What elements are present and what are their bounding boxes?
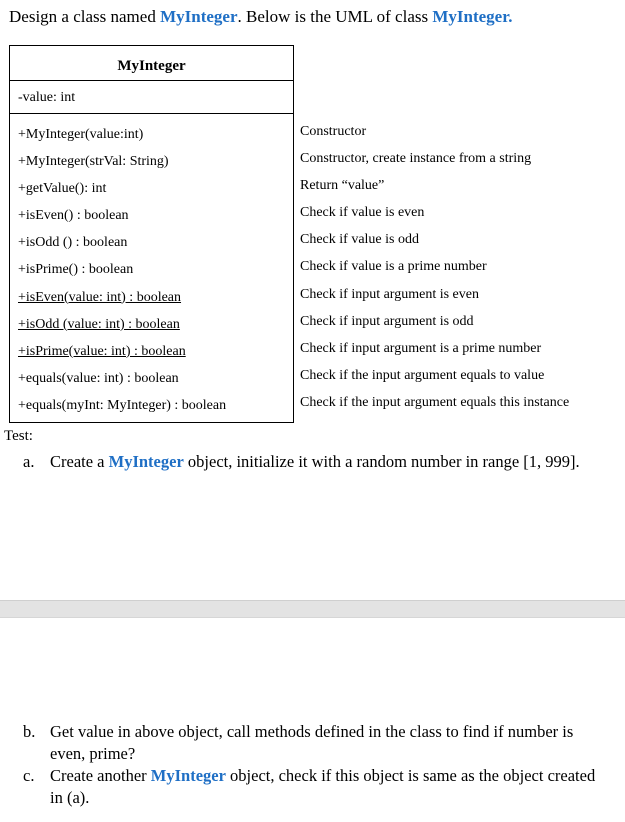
method-signature: +MyInteger(strVal: String) bbox=[18, 154, 169, 170]
item-text: Get value in above object, call methods defined in the class to find if number is even, prime? bbox=[50, 722, 574, 763]
method-signature: +getValue(): int bbox=[18, 181, 107, 197]
method-description: Check if input argument is even bbox=[300, 286, 479, 302]
static-method-text: +isOdd (value: int) : boolean bbox=[18, 316, 180, 332]
test-heading: Test: bbox=[4, 428, 33, 444]
method-description: Check if input argument is a prime number bbox=[300, 340, 542, 356]
static-method-text: +isEven(value: int) : boolean bbox=[18, 289, 182, 305]
uml-attribute: -value: int bbox=[10, 81, 293, 114]
method-description: Constructor, create instance from a string bbox=[300, 151, 532, 167]
uml-class-box bbox=[9, 45, 294, 423]
method-signature: +isPrime() : boolean bbox=[18, 262, 134, 278]
item-text bbox=[50, 451, 610, 473]
method-description: Check if the input argument equals this instance bbox=[300, 394, 570, 410]
static-method-signature bbox=[10, 338, 293, 365]
item-text-pre: Create another bbox=[50, 766, 151, 785]
method-description: Constructor bbox=[300, 124, 367, 139]
page-divider bbox=[0, 600, 625, 618]
intro-class-name: MyInteger bbox=[160, 7, 238, 26]
method-signature: +equals(value: int) : boolean bbox=[18, 370, 179, 386]
static-method-text: +isPrime(value: int) : boolean bbox=[18, 343, 186, 359]
static-method-signature bbox=[10, 311, 293, 338]
intro-class-name-2: MyInteger. bbox=[432, 7, 513, 26]
static-method-signature bbox=[10, 284, 293, 311]
method-description: Check if value is a prime number bbox=[300, 259, 487, 275]
intro-sentence bbox=[9, 6, 512, 28]
item-text-pre: Create a bbox=[50, 452, 109, 471]
method-descriptions bbox=[300, 118, 569, 416]
method-signature: +isOdd () : boolean bbox=[18, 235, 128, 251]
item-class-name: MyInteger bbox=[150, 766, 226, 785]
item-text-post: object, check if this object is same as the object created in (a). bbox=[50, 766, 596, 807]
intro-text-1: Design a class named bbox=[9, 7, 161, 26]
item-label: a. bbox=[23, 452, 35, 471]
item-text bbox=[50, 765, 610, 809]
item-label: b. bbox=[23, 722, 36, 741]
intro-text-2: . Below is the UML of class bbox=[237, 7, 433, 26]
item-label: c. bbox=[23, 766, 35, 785]
method-description: Check if value is odd bbox=[300, 232, 419, 248]
method-description: Return “value” bbox=[300, 178, 385, 194]
method-description: Check if input argument is odd bbox=[300, 313, 474, 329]
method-description: Check if the input argument equals to value bbox=[300, 367, 545, 383]
method-description: Check if value is even bbox=[300, 205, 425, 221]
method-signature: +MyInteger(value:int) bbox=[18, 127, 144, 142]
uml-methods bbox=[10, 114, 293, 422]
item-text-post: object, initialize it with a random number in range [1, 999]. bbox=[183, 452, 580, 471]
uml-class-title: MyInteger bbox=[10, 46, 293, 81]
method-signature: +equals(myInt: MyInteger) : boolean bbox=[18, 397, 227, 413]
method-signature: +isEven() : boolean bbox=[18, 208, 129, 224]
item-class-name: MyInteger bbox=[108, 452, 184, 471]
